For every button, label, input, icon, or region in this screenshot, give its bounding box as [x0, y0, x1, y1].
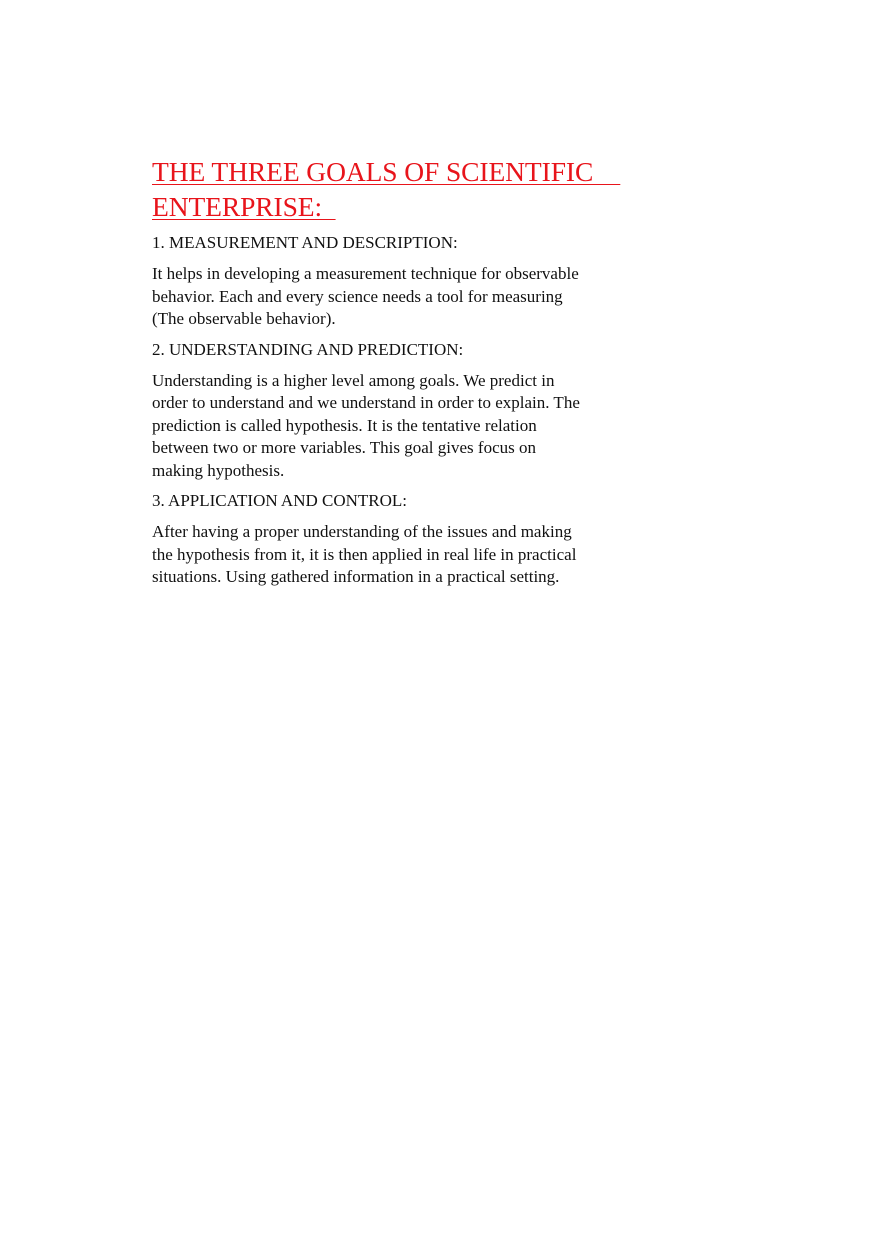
section-heading: 1. MEASUREMENT AND DESCRIPTION: — [152, 233, 458, 252]
paragraph-line: the hypothesis from it, it is then applied in real life in practical — [152, 544, 577, 564]
title-line-2: ENTERPRISE: — [152, 191, 336, 222]
document-page — [152, 154, 652, 589]
section-heading: 2. UNDERSTANDING AND PREDICTION: — [152, 339, 464, 359]
paragraph-line: It helps in developing a measurement technique for observable — [152, 264, 579, 283]
paragraph-line: behavior. Each and every science needs a tool for measuring — [152, 286, 563, 306]
section-application — [152, 490, 652, 589]
section-understanding — [152, 339, 652, 483]
paragraph-line: order to understand and we understand in order to explain. The — [152, 393, 580, 412]
paragraph-line: After having a proper understanding of the issues and making — [152, 522, 572, 541]
section-paragraph — [152, 263, 652, 331]
title-line-1: THE THREE GOALS OF SCIENTIFIC — [152, 156, 621, 187]
paragraph-line: situations. Using gathered information in a practical setting. — [152, 567, 560, 586]
document-title — [152, 154, 652, 224]
paragraph-line: making hypothesis. — [152, 460, 285, 480]
paragraph-line: Understanding is a higher level among goals. We predict in — [152, 370, 555, 390]
paragraph-line: (The observable behavior). — [152, 309, 336, 328]
paragraph-line: between two or more variables. This goal gives focus on — [152, 438, 536, 457]
section-paragraph — [152, 370, 652, 483]
section-heading: 3. APPLICATION AND CONTROL: — [152, 491, 408, 510]
section-measurement — [152, 232, 652, 331]
section-paragraph — [152, 521, 652, 589]
paragraph-line: prediction is called hypothesis. It is the tentative relation — [152, 415, 537, 435]
